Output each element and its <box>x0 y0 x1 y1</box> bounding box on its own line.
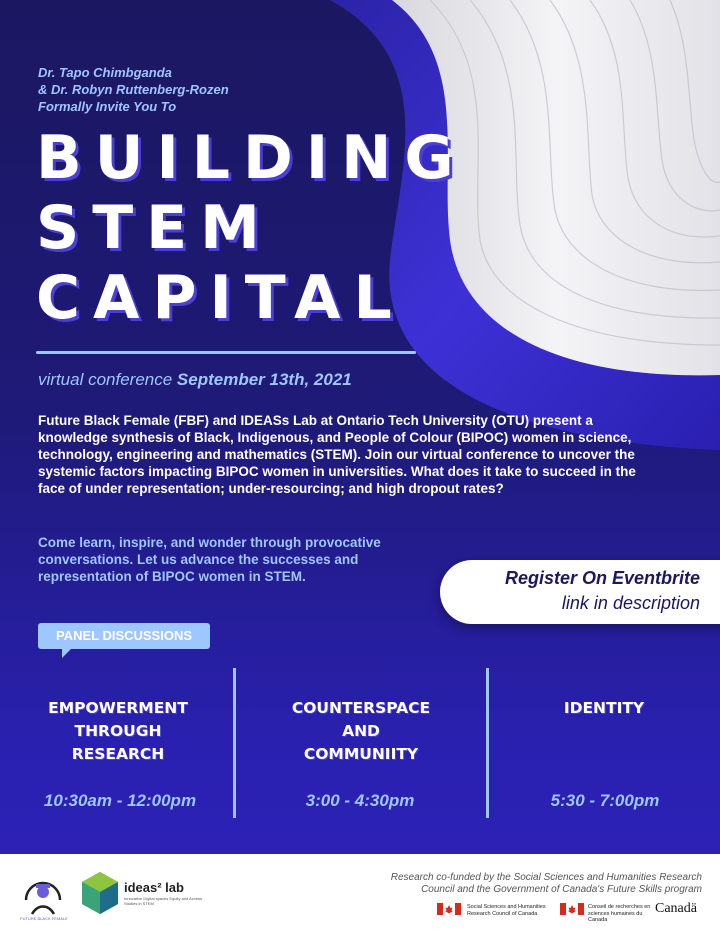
funding-line: Research co-funded by the Social Sciences and Humanities Research <box>390 872 702 883</box>
panel-discussions-badge: PANEL DISCUSSIONS <box>38 623 210 649</box>
fbf-logo-label: FUTURE BLACK FEMALE <box>20 916 68 921</box>
register-button[interactable] <box>440 560 720 624</box>
event-description: Future Black Female (FBF) and IDEASs Lab at Ontario Tech University (OTU) present a knowledge synthesis of Black, Indigenous, and People of Colour (BIPOC) women in science, technology, engineering and mathematics (STEM). Join our virtual conference to uncover the systemic factors impacting BIPOC women in universities. What does it take to succeed in the face of under representation; under-resourcing; and high dropout rates? <box>38 413 636 496</box>
call-to-action: Come learn, inspire, and wonder through provocative conversations. Let us advance the successes and representation of BIPOC women in STEM. <box>38 535 381 584</box>
session-title-line: EMPOWERMENT <box>48 699 188 717</box>
badge-speech-tail <box>62 648 72 658</box>
session-divider <box>486 668 489 818</box>
title-underline <box>36 351 416 354</box>
register-label: Register On Eventbrite <box>504 568 700 588</box>
session-time: 3:00 - 4:30pm <box>305 791 415 810</box>
title-line: BUILDING <box>36 123 467 193</box>
session-title <box>504 697 704 720</box>
session-title <box>18 697 218 766</box>
session-title-line: AND <box>342 722 380 740</box>
invite-line: & Dr. Robyn Ruttenberg-Rozen <box>38 82 229 97</box>
session-time: 10:30am - 12:00pm <box>43 791 197 810</box>
title-line: STEM <box>36 193 273 263</box>
invite-line: Dr. Tapo Chimbganda <box>38 65 172 80</box>
session-title-line: THROUGH <box>74 722 162 740</box>
funding-note <box>360 872 702 896</box>
sshrc-line: Research Council of Canada <box>467 910 538 917</box>
canada-flag-icon <box>560 903 584 915</box>
session-title-line: IDENTITY <box>563 699 645 717</box>
event-prefix: virtual conference <box>38 370 173 389</box>
event-date <box>38 370 352 390</box>
session-title <box>261 697 461 766</box>
funding-line: Council and the Government of Canada's Future Skills program <box>421 884 702 895</box>
invitation-text <box>38 64 229 115</box>
session-time: 5:30 - 7:00pm <box>550 791 660 810</box>
title-line: CAPITAL <box>36 263 405 333</box>
canada-wordmark: Canadä <box>655 901 697 916</box>
fbf-logo-icon <box>18 870 68 920</box>
register-sublabel: link in description <box>561 593 700 613</box>
ideas-lab-subtitle: Innovative Digital spaces Equity and Access Studies in STEM <box>124 896 203 906</box>
session-divider <box>233 668 236 818</box>
canada-flag-icon <box>437 903 461 915</box>
ideas-lab-logo-icon <box>80 870 120 916</box>
invite-line: Formally Invite You To <box>38 99 177 114</box>
sshrc-line: sciences humaines du Canada <box>588 910 643 923</box>
session-title-line: RESEARCH <box>71 745 165 763</box>
event-date-value: September 13th, 2021 <box>176 370 352 389</box>
sshrc-name-english <box>467 904 562 917</box>
session-title-line: COMMUNIITY <box>303 745 419 763</box>
sshrc-line: Social Sciences and Humanities <box>467 904 546 910</box>
sshrc-line: Conseil de recherches en <box>588 904 651 910</box>
sshrc-name-french <box>588 904 658 924</box>
ideas-lab-name: ideas² lab <box>124 880 184 895</box>
session-title-line: COUNTERSPACE <box>291 699 431 717</box>
